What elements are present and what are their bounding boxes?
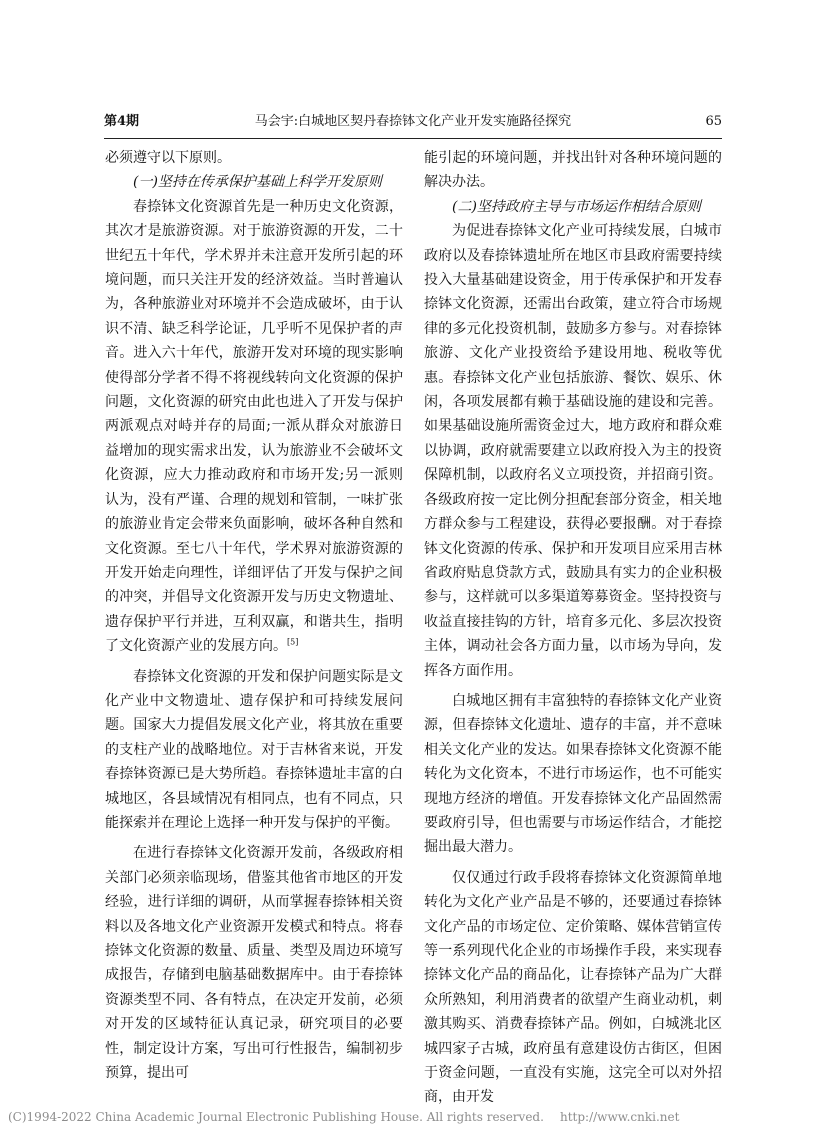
- right-column: [424, 146, 722, 1106]
- paragraph: 仅仅通过行政手段将春捺钵文化资源简单地转化为文化产业产品是不够的，还要通过春捺钵文化产品的市场定位、定价策略、媒体营销宣传等一系列现代化企业的市场操作手段，来实现春捺钵文化产品的商品化，让春捺钵产品为广大群众所熟知，利用消费者的欲望产生商业动机，刺激其购买、消费春捺钵产品。例如，白城洮北区城四家子古城，政府虽有意建设仿古街区，但困于资金问题，一直没有实施，这完全可以对外招商，由开发: [424, 869, 722, 1106]
- copyright-notice: (C)1994-2022 China Academic Journal Electronic Publishing House. All rights reserved.: [8, 1110, 544, 1124]
- page-footer: [0, 1107, 816, 1127]
- issue-number: 第4期: [104, 114, 140, 129]
- left-column: [105, 146, 403, 1082]
- paragraph-text: 春捺钵文化资源首先是一种历史文化资源，其次才是旅游资源。对于旅游资源的开发，二十世纪五十年代，学术界并未注意开发所引起的环境问题，而只关注开发的经济效益。当时普遍认为，各种旅游业对环境并不会造成破坏，由于认识不清、缺乏科学论证，几乎听不见保护者的声音。进入六十年代，旅游开发对环境的现实影响使得部分学者不得不将视线转向文化资源的保护问题，文化资源的研究由此也进入了开发与保护两派观点对峙并存的局面;一派从群众对旅游日益增加的现实需求出发，认为旅游业不会破坏文化资源，应大力推动政府和市场开发;另一派则认为，没有严谨、合理的规划和管制，一味扩张的旅游业肯定会带来负面影响，破坏各种自然和文化资源。至七八十年代，学术界对旅游资源的开发开始走向理性，详细评估了开发与保护之间的冲突，并倡导文化资源开发与历史文物遗址、遗存保护平行并进，互利双赢，和谐共生，指明了文化资源产业的发展方向。: [105, 198, 403, 655]
- paragraph: 在进行春捺钵文化资源开发前，各级政府相关部门必须亲临现场，借鉴其他省市地区的开发经验，进行详细的调研，从而掌握春捺钵相关资料以及各地文化产业资源开发模式和特点。将春捺钵文化资源的数量、质量、类型及周边环境写成报告，存储到电脑基础数据库中。由于春捺钵资源类型不同、各有特点，在决定开发前，必须对开发的区域特征认真记录，研究项目的必要性，制定设计方案，写出可行性报告，编制初步预算，提出可: [105, 845, 403, 1082]
- page-number: 65: [705, 114, 722, 129]
- section-heading: (二)坚持政府主导与市场运作相结合原则: [452, 198, 701, 215]
- paragraph: 白城地区拥有丰富独特的春捺钵文化产业资源，但春捺钵文化遗址、遗存的丰富，并不意味相关文化产业的发达。如果春捺钵文化资源不能转化为文化资本，不进行市场运作，也不可能实现地方经济的增值。开发春捺钵文化产品固然需要政府引导，但也需要与市场运作结合，才能挖掘出最大潜力。: [424, 692, 722, 856]
- section-heading: (一)坚持在传承保护基础上科学开发原则: [133, 174, 382, 191]
- running-header: [104, 111, 722, 133]
- paragraph: 必须遵守以下原则。: [105, 150, 231, 166]
- paragraph: 为促进春捺钵文化产业可持续发展，白城市政府以及春捺钵遗址所在地区市县政府需要持续投入大量基础建设资金，用于传承保护和开发春捺钵文化资源，还需出台政策，建立符合市场规律的多元化投资机制，鼓励多方参与。对春捺钵旅游、文化产业投资给予建设用地、税收等优惠。春捺钵文化产业包括旅游、餐饮、娱乐、休闲，各项发展都有赖于基础设施的建设和完善。如果基础设施所需资金过大，地方政府和群众难以协调，政府就需要建立以政府投入为主的投资保障机制，以政府名义立项投资，并招商引资。各级政府按一定比例分担配套部分资金，相关地方群众参与工程建设，获得必要报酬。对于春捺钵文化资源的传承、保护和开发项目应采用吉林省政府贴息贷款方式，鼓励具有实力的企业积极参与，这样就可以多渠道筹募资金。坚持投资与收益直接挂钩的方针，培育多元化、多层次投资主体，调动社会各方面力量，以市场为导向，发挥各方面作用。: [424, 223, 722, 679]
- citation-ref[interactable]: [5]: [287, 637, 299, 647]
- paragraph: 能引起的环境问题，并找出针对各种环境问题的解决办法。: [424, 150, 722, 191]
- footer-link[interactable]: http://www.cnki.net: [560, 1110, 680, 1124]
- header-rule: [104, 138, 722, 139]
- paragraph: 春捺钵文化资源的开发和保护问题实际是文化产业中文物遗址、遗存保护和可持续发展问题。国家大力提倡发展文化产业，将其放在重要的支柱产业的战略地位。对于吉林省来说，开发春捺钵资源已是大势所趋。春捺钵遗址丰富的白城地区，各县域情况有相同点，也有不同点，只能探索并在理论上选择一种开发与保护的平衡。: [105, 668, 403, 831]
- paragraph: [105, 195, 403, 659]
- running-title: 马会宇:白城地区契丹春捺钵文化产业开发实施路径探究: [254, 114, 572, 129]
